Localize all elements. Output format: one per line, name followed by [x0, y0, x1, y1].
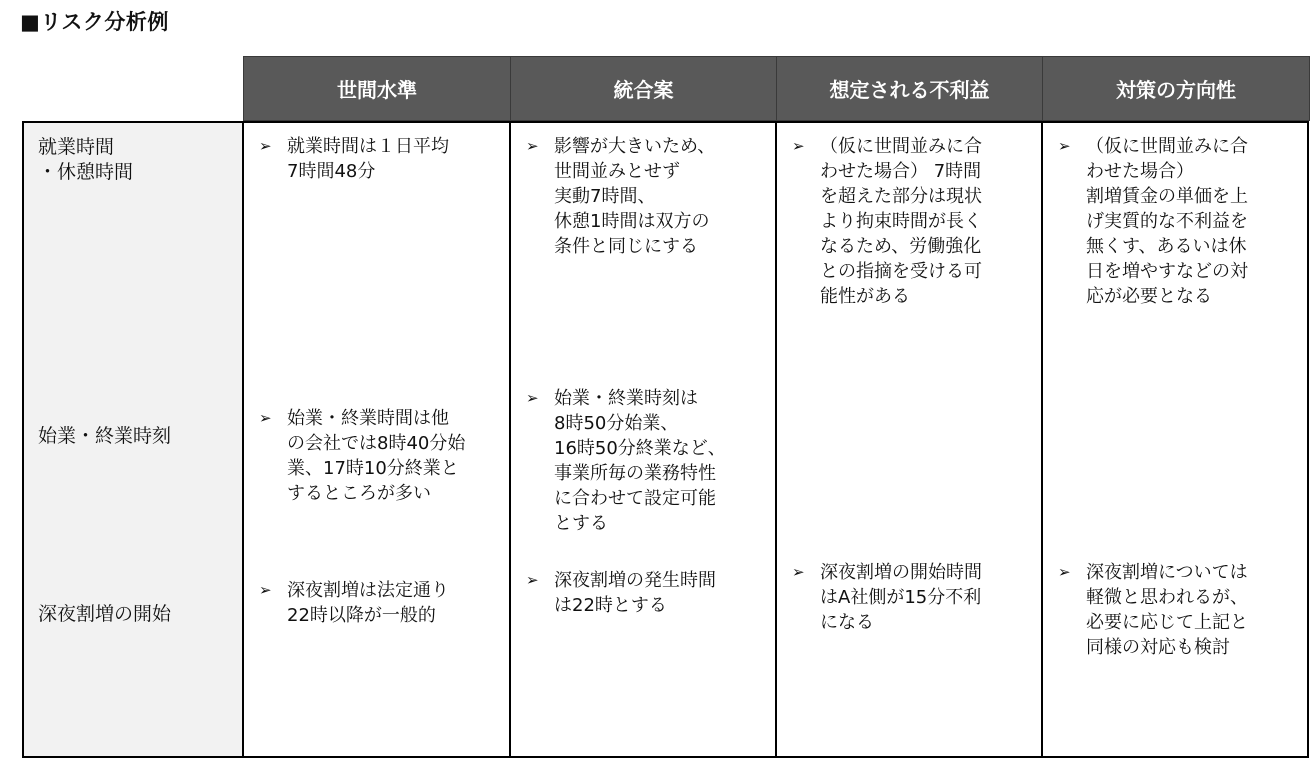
bullet-arrow-icon: ➢ — [526, 389, 539, 407]
cell-text-line: を超えた部分は現状 — [820, 186, 982, 207]
cell-text-line: 8時50分始業、 — [554, 413, 679, 434]
cell-text-line: 22時以降が一般的 — [287, 605, 436, 626]
cell-text-line: 同様の対応も検討 — [1086, 637, 1230, 658]
cell-text-line: 16時50分終業など、 — [554, 438, 726, 459]
bullet-arrow-icon: ➢ — [1058, 563, 1071, 581]
table-cell — [1058, 134, 1248, 309]
bullet-arrow-icon: ➢ — [526, 571, 539, 589]
cell-text-line: 深夜割増の開始時間 — [820, 562, 982, 583]
cell-text-line: 能性がある — [820, 286, 910, 307]
header-taisaku: 対策の方向性 — [1042, 56, 1310, 121]
cell-text-line: 条件と同じにする — [554, 236, 698, 257]
bullet-arrow-icon: ➢ — [259, 581, 272, 599]
cell-text-line: の会社では8時40分始 — [287, 433, 466, 454]
table-cell — [792, 560, 982, 635]
cell-text-line: 深夜割増は法定通り — [287, 580, 449, 601]
cell-text-line: 影響が大きいため、 — [554, 136, 716, 157]
cell-text-line: は22時とする — [554, 595, 667, 616]
bullet-arrow-icon: ➢ — [792, 563, 805, 581]
table-cell — [259, 406, 465, 506]
column-divider — [242, 121, 244, 758]
cell-text-line: 無くす、あるいは休 — [1086, 236, 1247, 257]
cell-text-line: 必要に応じて上記と — [1086, 612, 1248, 633]
cell-text-line: 就業時間は１日平均 — [287, 136, 449, 157]
bullet-arrow-icon: ➢ — [526, 137, 539, 155]
cell-text-line: 日を増やすなどの対 — [1086, 261, 1248, 282]
page-title: ■リスク分析例 — [20, 10, 169, 34]
cell-text-line: なるため、労働強化 — [820, 236, 982, 257]
cell-text-line: 始業・終業時間は他 — [287, 408, 449, 429]
cell-text-line: 7時間48分 — [287, 161, 376, 182]
cell-text-line: との指摘を受ける可 — [820, 261, 982, 282]
bullet-arrow-icon: ➢ — [792, 137, 805, 155]
row-label-working-hours: 就業時間 ・休憩時間 — [38, 136, 134, 183]
cell-text-line: 実動7時間、 — [554, 186, 656, 207]
cell-text-line: 事業所毎の業務特性 — [554, 463, 716, 484]
table-cell — [259, 134, 449, 184]
column-divider — [775, 121, 777, 758]
cell-text-line: 業、17時10分終業と — [287, 458, 459, 479]
header-sekan-suijun: 世間水準 — [243, 56, 511, 121]
cell-text-line: 始業・終業時刻は — [554, 388, 698, 409]
cell-text-line: 軽微と思われるが、 — [1086, 587, 1248, 608]
cell-text-line: わせた場合） 7時間 — [820, 161, 982, 182]
row-label-late-night: 深夜割増の開始 — [38, 603, 172, 625]
cell-text-line: わせた場合） — [1086, 161, 1194, 182]
table-cell — [526, 134, 715, 259]
cell-text-line: 深夜割増については — [1086, 562, 1248, 583]
cell-text-line: とする — [554, 513, 608, 534]
table-cell — [1058, 560, 1248, 660]
table-cell — [526, 568, 716, 618]
cell-text-line: 休憩1時間は双方の — [554, 211, 710, 232]
cell-text-line: 世間並みとせず — [554, 161, 680, 182]
table-cell — [792, 134, 982, 309]
row-label-start-end-time: 始業・終業時刻 — [38, 425, 172, 447]
cell-text-line: になる — [820, 612, 874, 633]
column-divider — [509, 121, 511, 758]
bullet-arrow-icon: ➢ — [259, 409, 272, 427]
cell-text-line: （仮に世間並みに合 — [820, 136, 982, 157]
cell-text-line: 深夜割増の発生時間 — [554, 570, 716, 591]
header-tougouan: 統合案 — [510, 56, 777, 121]
cell-text-line: 応が必要となる — [1086, 286, 1212, 307]
header-souteifurieki: 想定される不利益 — [776, 56, 1043, 121]
cell-text-line: 割増賃金の単価を上 — [1086, 186, 1248, 207]
cell-text-line: より拘束時間が長く — [820, 211, 982, 232]
cell-text-line: に合わせて設定可能 — [554, 488, 716, 509]
cell-text-line: するところが多い — [287, 483, 431, 504]
table-cell — [526, 386, 726, 536]
column-divider — [1041, 121, 1043, 758]
bullet-arrow-icon: ➢ — [1058, 137, 1071, 155]
cell-text-line: げ実質的な不利益を — [1086, 211, 1248, 232]
cell-text-line: （仮に世間並みに合 — [1086, 136, 1248, 157]
table-cell — [259, 578, 449, 628]
bullet-arrow-icon: ➢ — [259, 137, 272, 155]
cell-text-line: はA社側が15分不利 — [820, 587, 982, 608]
